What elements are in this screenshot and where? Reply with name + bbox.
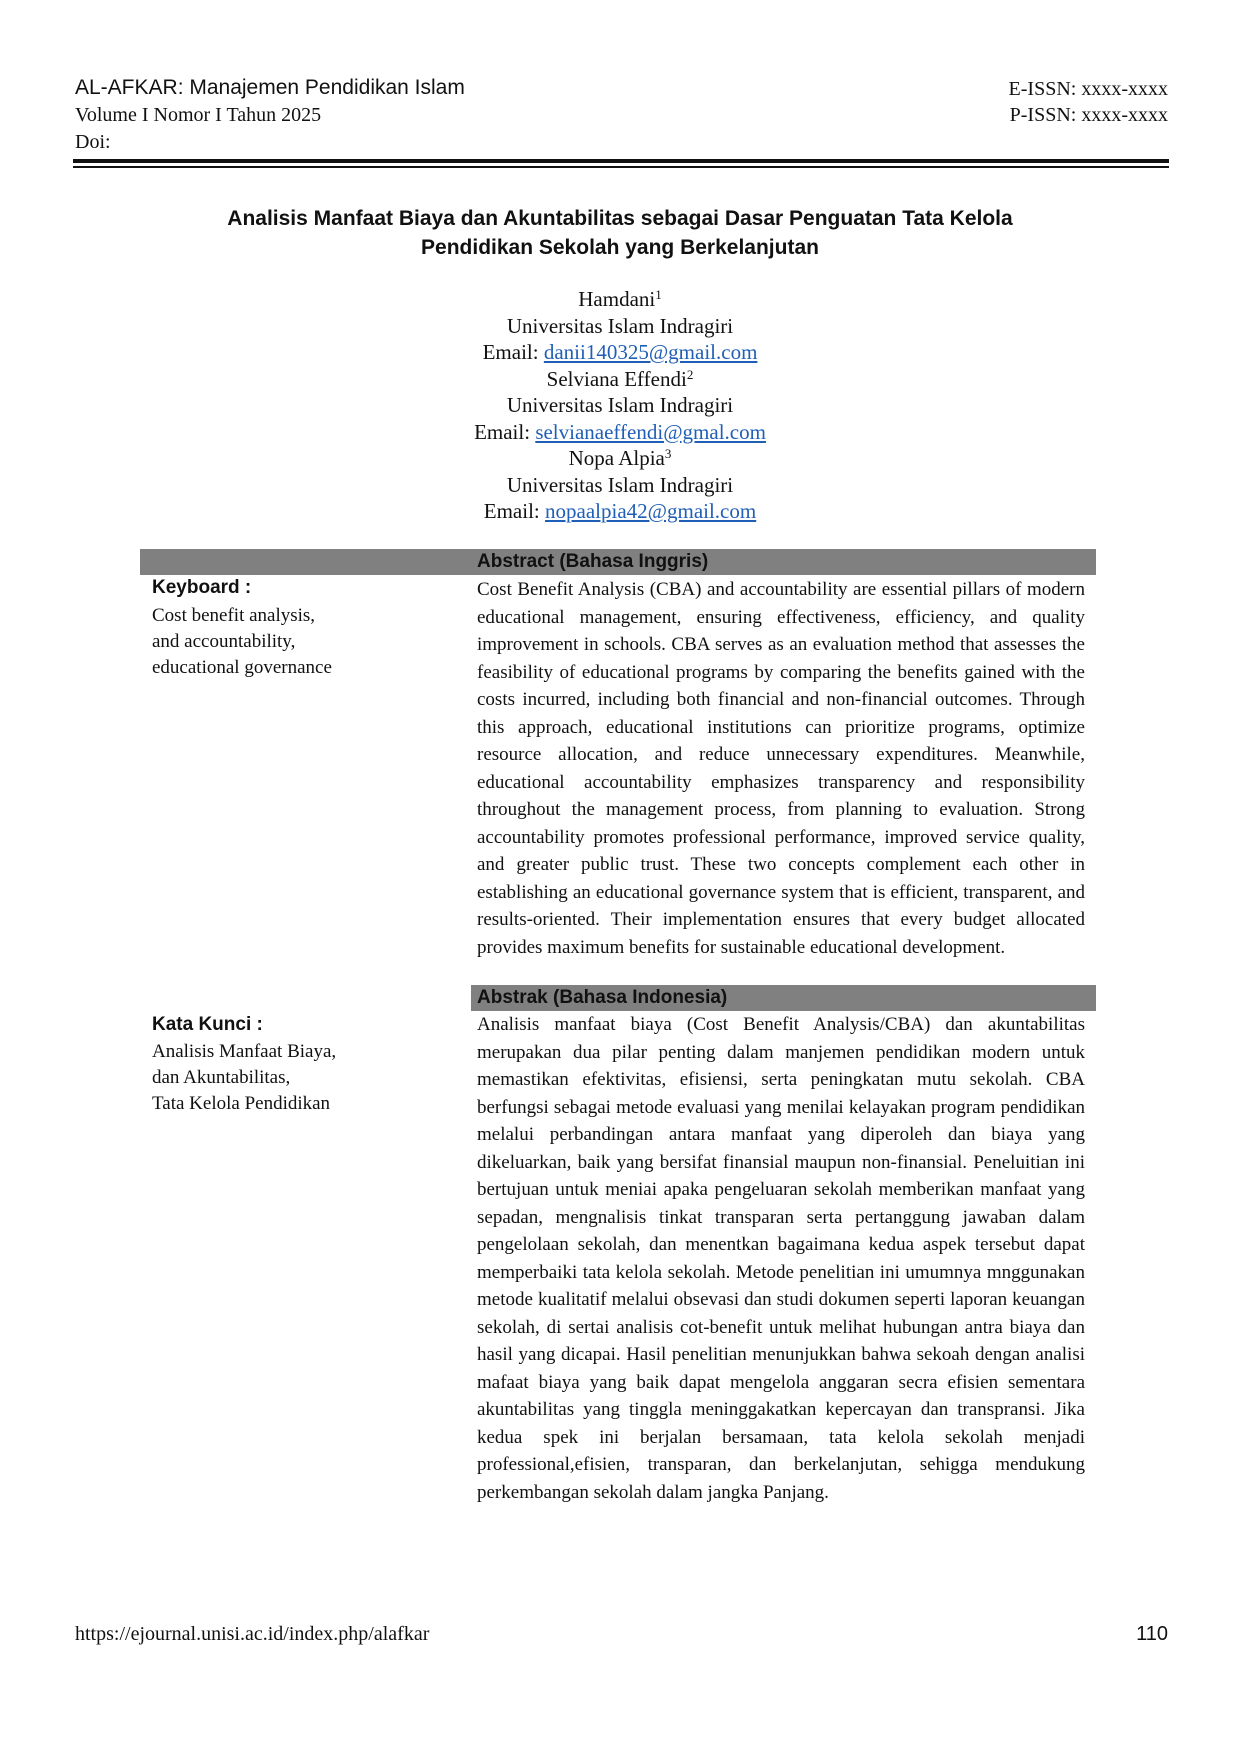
kata-kunci-label: Kata Kunci : [152, 1014, 263, 1035]
author-block [320, 286, 920, 525]
author-email-line: Email: nopaalpia42@gmail.com [483, 499, 757, 523]
eissn: E-ISSN: xxxx-xxxx [1008, 78, 1168, 100]
kata-kunci-list [152, 1039, 336, 1117]
author-affiliation: Universitas Islam Indragiri [506, 472, 734, 497]
author-name: Selviana Effendi$^2$ [546, 366, 694, 391]
author-email-line: Email: selvianaeffendi@gmal.com [474, 419, 766, 444]
abstrak-heading: Abstrak (Bahasa Indonesia) [477, 987, 728, 1008]
footer-url: https://ejournal.unisi.ac.id/index.php/alafkar [75, 1623, 430, 1645]
abstract-body-indonesian: Analisis manfaat biaya (Cost Benefit Analysis/CBA) dan akuntabilitas merupakan dua pilar penting dalam manjemen pendidikan modern untuk memastikan efektivitas, efisiensi, serta peningkatan mutu sekolah. CBA berfungsi sebagai metode evaluasi yang menilai kelayakan program pendidikan melalui perbandingan antara manfaat yang diperoleh dan biaya yang dikeluarkan, baik yang bersifat finansial maupun non-finansial. Peneluitian ini bertujuan untuk meniai apaka pengeluaran sekolah memberikan manfaat yang sepadan, mengnalisis tinkat transparan serta pertanggung jawaban dalam pengelolaan sekolah, dan menentkan bagaimana kedua aspek tersebut dapat memperbaiki tata kelola sekolah. Metode penelitian ini umumnya mnggunakan metode kualitatif melalui obsevasi dan studi dokumen seperti laporan keuangan sekolah, di sertai analisis cot-benefit untuk melihat hubungan antra biaya dan hasil yang dicapai. Hasil penelitian menunjukkan bahwa sekoah dengan analisi mafaat biaya yang baik dapat mengelola anggaran secra efisien sementara akuntabilitas yang tinggla meninggakatkan kepercayan dan transpransi. Jika kedua spek ini berjalan bersamaan, tata kelola sekolah menjadi professional,efisien, transparan, dan berkelanjutan, sehigga mendukung perkembangan sekolah dalam jangka Panjang. [477, 1014, 1085, 1503]
article-title-line-2: Pendidikan Sekolah yang Berkelanjutan [421, 236, 819, 259]
keywords-label: Keyboard : [152, 577, 252, 598]
doi-label: Doi: [75, 131, 111, 153]
keyword-item: educational governance [152, 657, 332, 678]
author-affiliation: Universitas Islam Indragiri [506, 313, 734, 338]
author-name: Hamdani$^1$ [578, 287, 662, 311]
keyword-item: Tata Kelola Pendidikan [152, 1093, 331, 1114]
article-title [140, 204, 1100, 262]
author-email-link[interactable]: nopaalpia42@gmail.com [545, 499, 757, 523]
author-email-link[interactable]: selvianaeffendi@gmal.com [535, 419, 766, 444]
keyword-item: Analisis Manfaat Biaya, [152, 1041, 337, 1062]
pissn: P-ISSN: xxxx-xxxx [1009, 104, 1168, 126]
author-affiliation: Universitas Islam Indragiri [506, 393, 734, 417]
volume-issue: Volume I Nomor I Tahun 2025 [75, 104, 322, 126]
keywords-list [152, 603, 332, 681]
author-name: Nopa Alpia$^3$ [568, 446, 672, 470]
abstract-body-english: Cost Benefit Analysis (CBA) and accountability are essential pillars of modern educational management, ensuring effectiveness, efficiency, and quality improvement in schools. CBA serves as an evaluation method that assesses the feasibility of educational programs by comparing the benefits gained with the costs incurred, including both financial and non-financial outcomes. Through this approach, educational institutions can prioritize programs, optimize resource allocation, and reduce unnecessary expenditures. Meanwhile, educational accountability emphasizes transparency and responsibility throughout the management process, from planning to evaluation. Strong accountability promotes professional performance, improved service quality, and greater public trust. These two concepts complement each other in establishing an educational governance system that is efficient, transparent, and results-oriented. Their implementation ensures that every budget allocated provides maximum benefits for sustainable educational development. [477, 579, 1085, 958]
abstract-heading: Abstract (Bahasa Inggris) [477, 551, 709, 572]
header-rule-thick [73, 159, 1169, 163]
keyword-item: Cost benefit analysis, [152, 605, 316, 626]
author-email-link[interactable]: danii140325@gmail.com [543, 340, 758, 364]
keyword-item: dan Akuntabilitas, [152, 1067, 291, 1088]
page-number: 110 [1136, 1623, 1168, 1645]
journal-name: AL-AFKAR: Manajemen Pendidikan Islam [75, 76, 465, 99]
header-rule-thin [73, 166, 1169, 168]
author-affiliation-number: 2 [686, 366, 694, 382]
author-email-line: Email: danii140325@gmail.com [482, 340, 758, 364]
keyword-item: and accountability, [152, 631, 296, 652]
author-affiliation-number: 1 [655, 287, 662, 302]
author-affiliation-number: 3 [664, 446, 672, 461]
article-title-line-1: Analisis Manfaat Biaya dan Akuntabilitas sebagai Dasar Penguatan Tata Kelola [227, 207, 1013, 230]
